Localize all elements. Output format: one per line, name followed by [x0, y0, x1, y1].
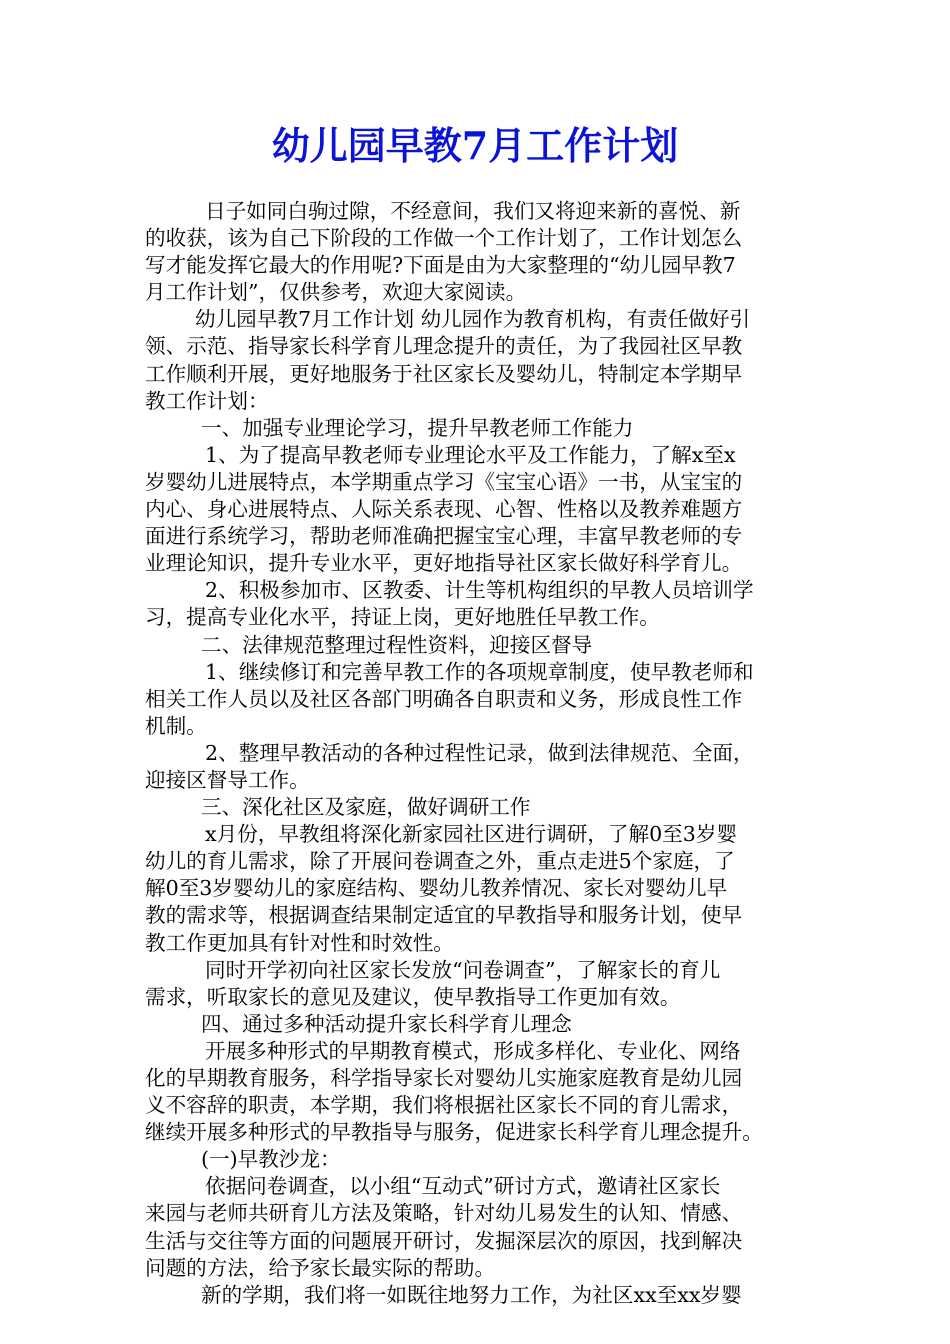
paragraph-line: 化的早期教育服务，科学指导家长对婴幼儿实施家庭教育是幼儿园 — [145, 1066, 743, 1090]
paragraph-line: 依据问卷调查，以小组“互动式”研讨方式，邀请社区家长 — [205, 1174, 721, 1199]
paragraph-line: 写才能发挥它最大的作用呢?下面是由为大家整理的“幼儿园早教7 — [145, 253, 736, 278]
paragraph-line: 2、积极参加市、区教委、计生等机构组织的早教人员培训学 — [205, 578, 754, 603]
paragraph-line: 解0至3岁婴幼儿的家庭结构、婴幼儿教养情况、家长对婴幼儿早 — [145, 876, 728, 901]
paragraph-line: 日子如同白驹过隙，不经意间，我们又将迎来新的喜悦、新 — [205, 199, 741, 223]
paragraph-line: 需求，听取家长的意见及建议，使早教指导工作更加有效。 — [145, 984, 681, 1009]
paragraph-line: 问题的方法，给予家长最实际的帮助。 — [145, 1255, 496, 1280]
paragraph-line: 义不容辞的职责，本学期，我们将根据社区家长不同的育儿需求， — [145, 1093, 743, 1118]
document-title: 幼儿园早教7月工作计划 — [271, 123, 679, 168]
paragraph-line: 工作顺利开展，更好地服务于社区家长及婴幼儿，特制定本学期早 — [145, 361, 743, 386]
paragraph-line: 开展多种形式的早期教育模式，形成多样化、专业化、网络 — [205, 1038, 741, 1063]
paragraph-line: 岁婴幼儿进展特点，本学期重点学习《宝宝心语》一书，从宝宝的 — [145, 469, 743, 494]
paragraph-line: 2、整理早教活动的各种过程性记录，做到法律规范、全面， — [205, 740, 754, 765]
paragraph-line: 教工作更加具有针对性和时效性。 — [145, 930, 454, 955]
paragraph-line: 继续开展多种形式的早教指导与服务，促进家长科学育儿理念提升。 — [145, 1120, 763, 1145]
paragraph-line: 月工作计划”，仅供参考，欢迎大家阅读。 — [145, 280, 527, 305]
subsection-heading: (一)早教沙龙： — [201, 1147, 341, 1172]
paragraph-line: 业理论知识，提升专业水平，更好地指导社区家长做好科学育儿。 — [145, 551, 743, 576]
paragraph-line: 来园与老师共研育儿方法及策略，针对幼儿易发生的认知、情感、 — [145, 1201, 743, 1226]
paragraph-line: 新的学期，我们将一如既往地努力工作，为社区xx至xx岁婴 — [201, 1282, 742, 1307]
paragraph-line: 教的需求等，根据调查结果制定适宜的早教指导和服务计划，使早 — [145, 903, 743, 928]
section-heading: 一、加强专业理论学习，提升早教老师工作能力 — [201, 415, 634, 440]
paragraph-line: 领、示范、指导家长科学育儿理念提升的责任，为了我园社区早教 — [145, 334, 743, 359]
paragraph-line: 的收获，该为自己下阶段的工作做一个工作计划了，工作计划怎么 — [145, 226, 743, 251]
document-body — [145, 198, 805, 1309]
paragraph-line: 幼儿的育儿需求，除了开展问卷调查之外，重点走进5个家庭，了 — [145, 849, 735, 874]
paragraph-line: 教工作计划： — [145, 388, 269, 413]
section-heading: 三、深化社区及家庭，做好调研工作 — [201, 795, 531, 820]
paragraph-line: 1、继续修订和完善早教工作的各项规章制度，使早教老师和 — [205, 659, 754, 684]
paragraph-line: x月份，早教组将深化新家园社区进行调研，了解0至3岁婴 — [205, 822, 738, 847]
paragraph-line: 1、为了提高早教老师专业理论水平及工作能力，了解x至x — [205, 442, 736, 467]
paragraph-line: 幼儿园早教7月工作计划 幼儿园作为教育机构，有责任做好引 — [195, 307, 751, 332]
paragraph-line: 内心、身心进展特点、人际关系表现、心智、性格以及教养难题方 — [145, 497, 743, 522]
paragraph-line: 习，提高专业化水平，持证上岗，更好地胜任早教工作。 — [145, 605, 660, 630]
paragraph-line: 机制。 — [145, 713, 207, 738]
paragraph-line: 同时开学初向社区家长发放“问卷调查”，了解家长的育儿 — [205, 957, 721, 982]
section-heading: 二、法律规范整理过程性资料，迎接区督导 — [201, 632, 593, 657]
paragraph-line: 相关工作人员以及社区各部门明确各自职责和义务，形成良性工作 — [145, 686, 743, 711]
paragraph-line: 面进行系统学习，帮助老师准确把握宝宝心理，丰富早教老师的专 — [145, 524, 743, 549]
section-heading: 四、通过多种活动提升家长科学育儿理念 — [201, 1011, 572, 1036]
paragraph-line: 生活与交往等方面的问题展开研讨，发掘深层次的原因，找到解决 — [145, 1228, 743, 1253]
paragraph-line: 迎接区督导工作。 — [145, 767, 310, 792]
